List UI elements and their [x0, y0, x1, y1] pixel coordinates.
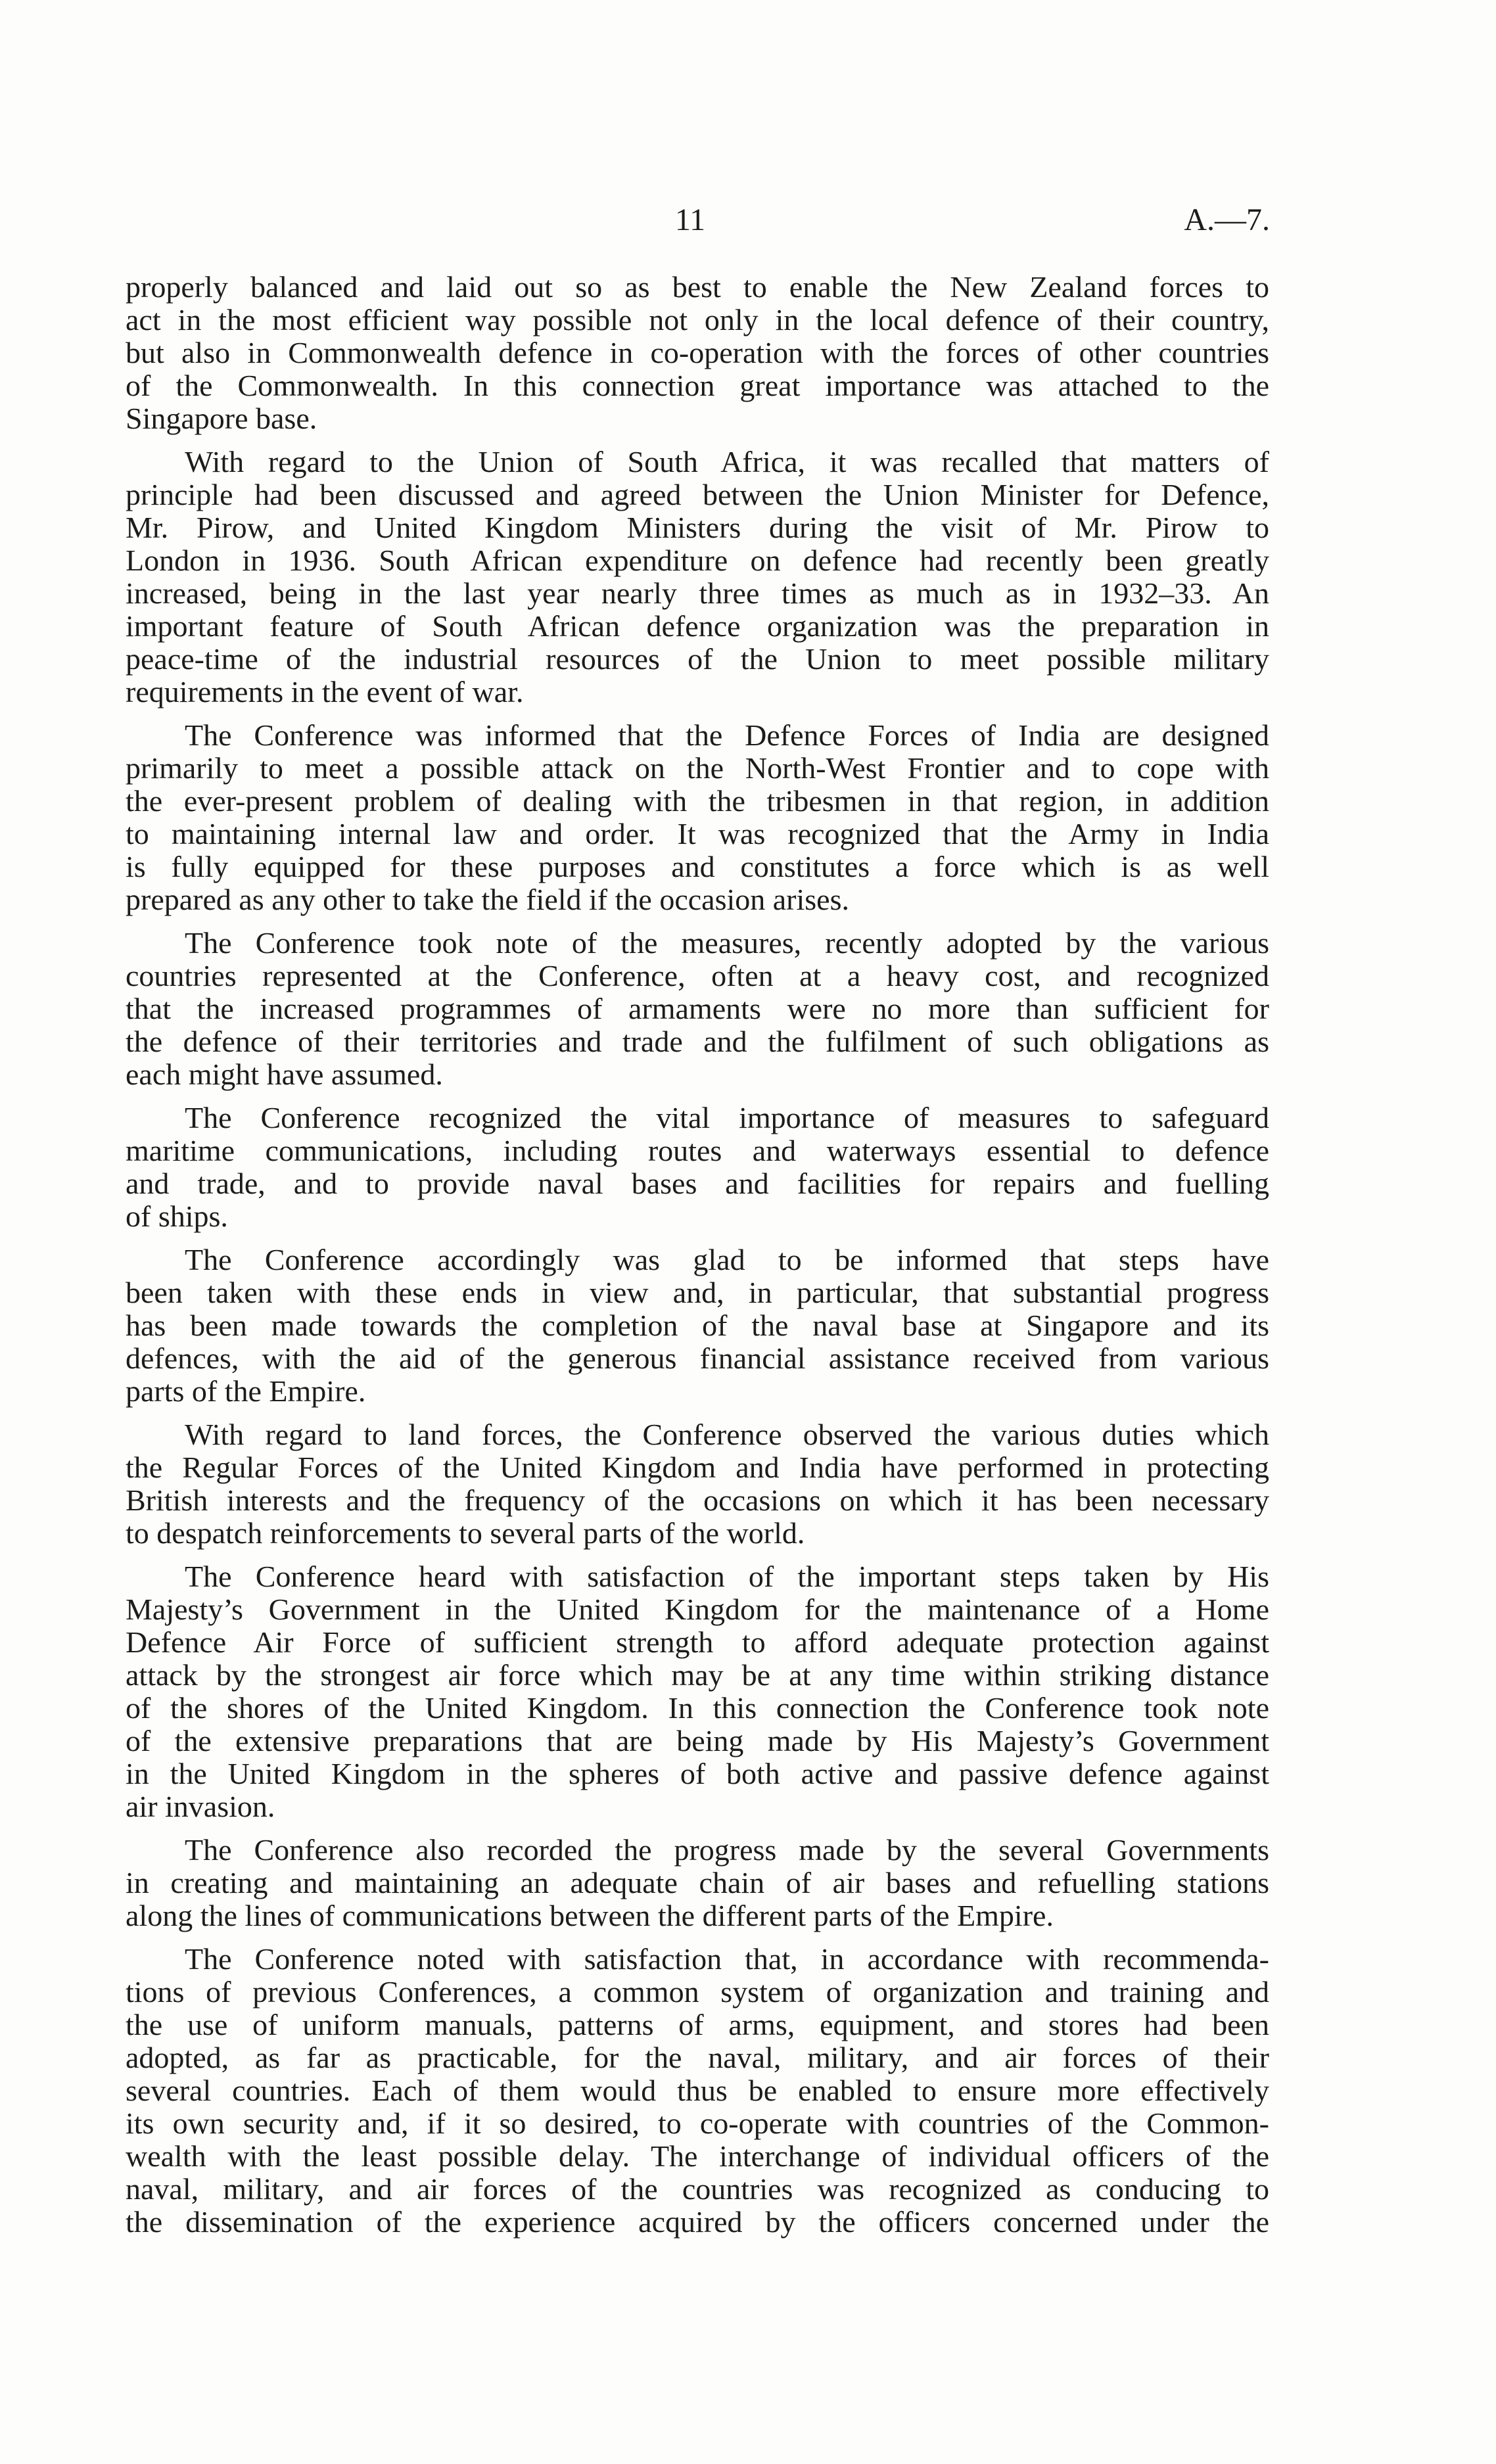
text-line: The Conference took note of the measures, recently adopted by the various: [185, 926, 1269, 960]
text-line: increased, being in the last year nearly three times as much as in 1932–33. An: [126, 576, 1269, 610]
text-line: that the increased programmes of armaments were no more than sufficient for: [126, 992, 1269, 1025]
text-line: The Conference recognized the vital importance of measures to safeguard: [185, 1101, 1269, 1134]
text-line: naval, military, and air forces of the countries was recognized as conducing to: [126, 2172, 1269, 2206]
text-line: of the Commonwealth. In this connection great importance was attached to the: [126, 369, 1269, 402]
text-line: the defence of their territories and trade and the fulfilment of such obligations as: [126, 1025, 1269, 1058]
text-line: wealth with the least possible delay. The interchange of individual officers of the: [126, 2139, 1269, 2173]
text-line: adopted, as far as practicable, for the naval, military, and air forces of their: [126, 2041, 1269, 2074]
text-line: London in 1936. South African expenditure on defence had recently been greatly: [126, 544, 1269, 577]
text-line: is fully equipped for these purposes and constitutes a force which is as well: [126, 850, 1269, 883]
text-line: tions of previous Conferences, a common system of organization and training and: [126, 1975, 1269, 2009]
text-line: each might have assumed.: [126, 1058, 443, 1091]
text-line: of the extensive preparations that are being made by His Majesty’s Government: [126, 1724, 1269, 1757]
paragraph: [126, 1244, 1269, 1408]
text-line: The Conference noted with satisfaction that, in accordance with recommenda-: [185, 1942, 1269, 1976]
text-line: but also in Commonwealth defence in co-operation with the forces of other countries: [126, 336, 1269, 369]
text-line: Defence Air Force of sufficient strength to afford adequate protection against: [126, 1625, 1269, 1659]
text-line: important feature of South African defence organization was the preparation in: [126, 609, 1269, 643]
text-line: in creating and maintaining an adequate chain of air bases and refuelling stations: [126, 1866, 1269, 1899]
paragraph: [126, 1560, 1269, 1823]
text-line: and trade, and to provide naval bases and facilities for repairs and fuelling: [126, 1167, 1269, 1200]
paragraph: [126, 719, 1269, 916]
paragraph: [126, 1943, 1269, 2239]
text-line: countries represented at the Conference, often at a heavy cost, and recognized: [126, 959, 1269, 992]
text-line: requirements in the event of war.: [126, 675, 524, 709]
text-line: along the lines of communications between the different parts of the Empire.: [126, 1899, 1054, 1932]
paragraph: [126, 1418, 1269, 1550]
paragraph: [126, 927, 1269, 1091]
text-line: of the shores of the United Kingdom. In this connection the Conference took note: [126, 1691, 1269, 1725]
paragraph: [126, 271, 1269, 435]
paragraph: [126, 1102, 1269, 1233]
text-line: The Conference heard with satisfaction of the important steps taken by His: [185, 1560, 1269, 1593]
text-line: parts of the Empire.: [126, 1374, 366, 1408]
text-line: been taken with these ends in view and, in particular, that substantial progress: [126, 1276, 1269, 1309]
text-line: its own security and, if it so desired, to co-operate with countries of the Common-: [126, 2106, 1269, 2140]
text-line: prepared as any other to take the field if the occasion arises.: [126, 883, 849, 916]
text-line: of ships.: [126, 1199, 228, 1233]
paragraph: [126, 446, 1269, 709]
text-line: the ever-present problem of dealing with the tribesmen in that region, in addition: [126, 784, 1269, 818]
text-line: British interests and the frequency of the occasions on which it has been necessary: [126, 1483, 1269, 1517]
text-line: air invasion.: [126, 1790, 275, 1823]
text-line: attack by the strongest air force which may be at any time within striking distance: [126, 1658, 1269, 1692]
text-line: the dissemination of the experience acquired by the officers concerned under the: [126, 2205, 1269, 2239]
text-line: several countries. Each of them would thus be enabled to ensure more effectively: [126, 2074, 1269, 2107]
text-line: Singapore base.: [126, 402, 317, 435]
text-line: the Regular Forces of the United Kingdom and India have performed in protecting: [126, 1451, 1269, 1484]
page-number: 11: [674, 202, 706, 237]
text-line: properly balanced and laid out so as best to enable the New Zealand forces to: [126, 270, 1269, 304]
text-line: The Conference was informed that the Defence Forces of India are designed: [185, 718, 1269, 752]
text-line: the use of uniform manuals, patterns of arms, equipment, and stores had been: [126, 2008, 1269, 2041]
text-line: With regard to land forces, the Conference observed the various duties which: [185, 1418, 1269, 1451]
text-line: defences, with the aid of the generous financial assistance received from various: [126, 1341, 1269, 1375]
text-line: With regard to the Union of South Africa, it was recalled that matters of: [185, 445, 1269, 478]
text-line: primarily to meet a possible attack on the North-West Frontier and to cope with: [126, 751, 1269, 785]
text-line: act in the most efficient way possible not only in the local defence of their country,: [126, 303, 1269, 337]
text-line: The Conference accordingly was glad to be informed that steps have: [185, 1243, 1269, 1276]
document-reference: A.—7.: [1184, 202, 1270, 237]
text-line: has been made towards the completion of the naval base at Singapore and its: [126, 1309, 1269, 1342]
text-line: Mr. Pirow, and United Kingdom Ministers during the visit of Mr. Pirow to: [126, 511, 1269, 544]
text-line: principle had been discussed and agreed between the Union Minister for Defence,: [126, 478, 1269, 511]
text-line: maritime communications, including routes and waterways essential to defence: [126, 1134, 1269, 1167]
text-line: in the United Kingdom in the spheres of both active and passive defence against: [126, 1757, 1269, 1790]
text-line: Majesty’s Government in the United Kingdom for the maintenance of a Home: [126, 1592, 1269, 1626]
text-line: to maintaining internal law and order. It was recognized that the Army in India: [126, 817, 1269, 850]
text-line: peace-time of the industrial resources of the Union to meet possible military: [126, 642, 1269, 676]
text-line: The Conference also recorded the progress made by the several Governments: [185, 1833, 1269, 1867]
text-line: to despatch reinforcements to several parts of the world.: [126, 1516, 805, 1550]
body-text: [126, 271, 1269, 2249]
paragraph: [126, 1834, 1269, 1932]
